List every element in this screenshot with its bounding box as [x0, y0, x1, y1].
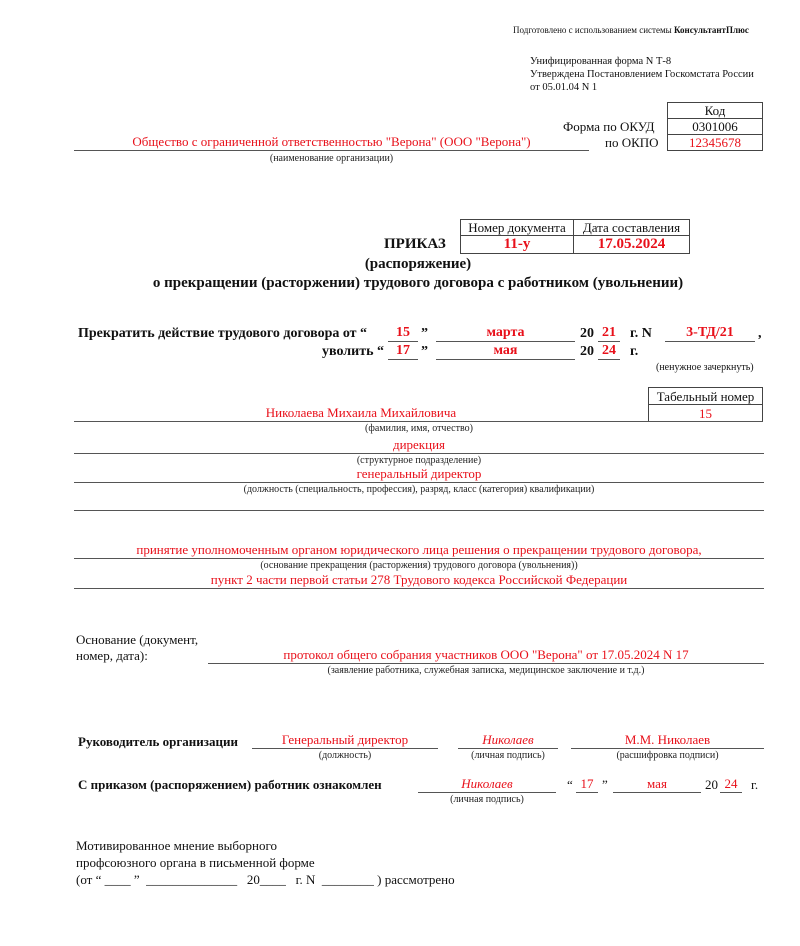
- organization-hint: (наименование организации): [269, 153, 394, 164]
- contract-year-suffix: 21: [598, 325, 620, 342]
- union-line-1: Мотивированное мнение выборного: [76, 838, 277, 853]
- blank-line: [74, 510, 764, 511]
- head-name-hint: (расшифровка подписи): [616, 750, 719, 761]
- ack-close-quote: ”: [602, 777, 608, 792]
- ack-month: мая: [613, 776, 701, 793]
- ack-signature[interactable]: [418, 776, 556, 793]
- ack-label: С приказом (распоряжением) работник ознакомлен: [78, 777, 382, 792]
- tabel-number: 15: [649, 405, 763, 422]
- close-quote-1: ”: [421, 326, 428, 341]
- dismiss-year-suffix: 24: [598, 343, 620, 360]
- tabel-header: Табельный номер: [649, 388, 763, 405]
- ack-signature-text: Николаев: [461, 776, 513, 791]
- number-label: г. N: [630, 326, 652, 341]
- head-label: Руководитель организации: [78, 734, 238, 749]
- doc-number-header: Номер документа: [461, 220, 574, 236]
- union-line-3: (от “ ____ ” ______________ 20____ г. N ________ ) рассмотрено: [76, 872, 455, 887]
- okud-label: Форма по ОКУД: [563, 119, 655, 134]
- contract-day: 15: [388, 325, 418, 342]
- dismiss-year-prefix: 20: [580, 344, 594, 359]
- codes-header: Код: [668, 103, 763, 119]
- ack-open-quote: “: [567, 777, 573, 792]
- union-line-2: профсоюзного органа в письменной форме: [76, 855, 315, 870]
- head-name: М.М. Николаев: [571, 732, 764, 749]
- basis-label: [76, 632, 198, 664]
- basis-label-line-2: номер, дата):: [76, 648, 148, 663]
- okpo-label: по ОКПО: [605, 135, 659, 150]
- dismiss-day: 17: [388, 343, 418, 360]
- head-signature-text: Николаев: [482, 732, 534, 747]
- contract-month: марта: [436, 325, 575, 342]
- dismiss-label: уволить “: [322, 344, 384, 359]
- grounds-hint: (основание прекращения (расторжения) трудового договора (увольнения)): [260, 560, 578, 571]
- tabel-table: [648, 387, 763, 422]
- close-quote-2: ”: [421, 344, 428, 359]
- form-info: [530, 55, 754, 94]
- contract-number: 3-ТД/21: [665, 325, 755, 342]
- consultant-brand: КонсультантПлюс: [673, 25, 749, 35]
- ack-day: 17: [576, 776, 598, 793]
- doc-number: 11-у: [461, 236, 574, 254]
- year-label: г.: [630, 344, 639, 359]
- comma: ,: [758, 326, 762, 341]
- grounds-line-1: принятие уполномоченным органом юридического лица решения о прекращении трудового договора,: [74, 542, 764, 559]
- doc-date-header: Дата составления: [574, 220, 690, 236]
- form-line-1: Унифицированная форма N Т-8: [530, 56, 672, 67]
- head-position-hint: (должность): [318, 750, 372, 761]
- okpo-value: 12345678: [668, 135, 763, 151]
- document-heading: о прекращении (расторжении) трудового договора с работником (увольнении): [152, 275, 684, 291]
- union-opinion: [76, 837, 455, 888]
- ack-year-prefix: 20: [705, 777, 718, 792]
- form-line-3: от 05.01.04 N 1: [530, 82, 598, 93]
- contract-year-prefix: 20: [580, 326, 594, 341]
- okud-value: 0301006: [668, 119, 763, 135]
- document-table: [460, 219, 690, 254]
- employee-name-hint: (фамилия, имя, отчество): [365, 423, 473, 434]
- document-title: ПРИКАЗ: [384, 236, 446, 252]
- department: дирекция: [74, 437, 764, 454]
- ack-signature-hint: (личная подпись): [450, 794, 524, 805]
- ack-year-suffix: 24: [720, 776, 742, 793]
- strike-hint: (ненужное зачеркнуть): [656, 362, 754, 373]
- basis-value: протокол общего собрания участников ООО "Верона" от 17.05.2024 N 17: [208, 647, 764, 664]
- head-signature[interactable]: [458, 732, 558, 749]
- terminate-label: Прекратить действие трудового договора от “: [78, 326, 368, 341]
- employee-name-line-ext: [648, 421, 763, 422]
- employee-name: Николаева Михаила Михайловича: [74, 405, 648, 422]
- document-subtitle: (распоряжение): [364, 256, 472, 272]
- form-line-2: Утверждена Постановлением Госкомстата России: [530, 69, 754, 80]
- doc-date: 17.05.2024: [574, 236, 690, 254]
- head-position: Генеральный директор: [252, 732, 438, 749]
- prepared-prefix: Подготовлено с использованием системы: [513, 25, 674, 35]
- head-signature-hint: (личная подпись): [471, 750, 545, 761]
- basis-hint: (заявление работника, служебная записка, медицинское заключение и т.д.): [327, 665, 645, 676]
- dismiss-month: мая: [436, 343, 575, 360]
- grounds-line-2: пункт 2 части первой статьи 278 Трудового кодекса Российской Федерации: [74, 572, 764, 589]
- organization-name: Общество с ограниченной ответственностью "Верона" (ООО "Верона"): [74, 134, 589, 151]
- codes-table: [667, 102, 763, 151]
- prepared-note: [513, 25, 749, 35]
- basis-label-line-1: Основание (документ,: [76, 632, 199, 647]
- position-hint: (должность (специальность, профессия), разряд, класс (категория) квалификации): [243, 484, 595, 495]
- department-hint: (структурное подразделение): [356, 455, 482, 466]
- position: генеральный директор: [74, 466, 764, 483]
- ack-year-label: г.: [751, 777, 759, 792]
